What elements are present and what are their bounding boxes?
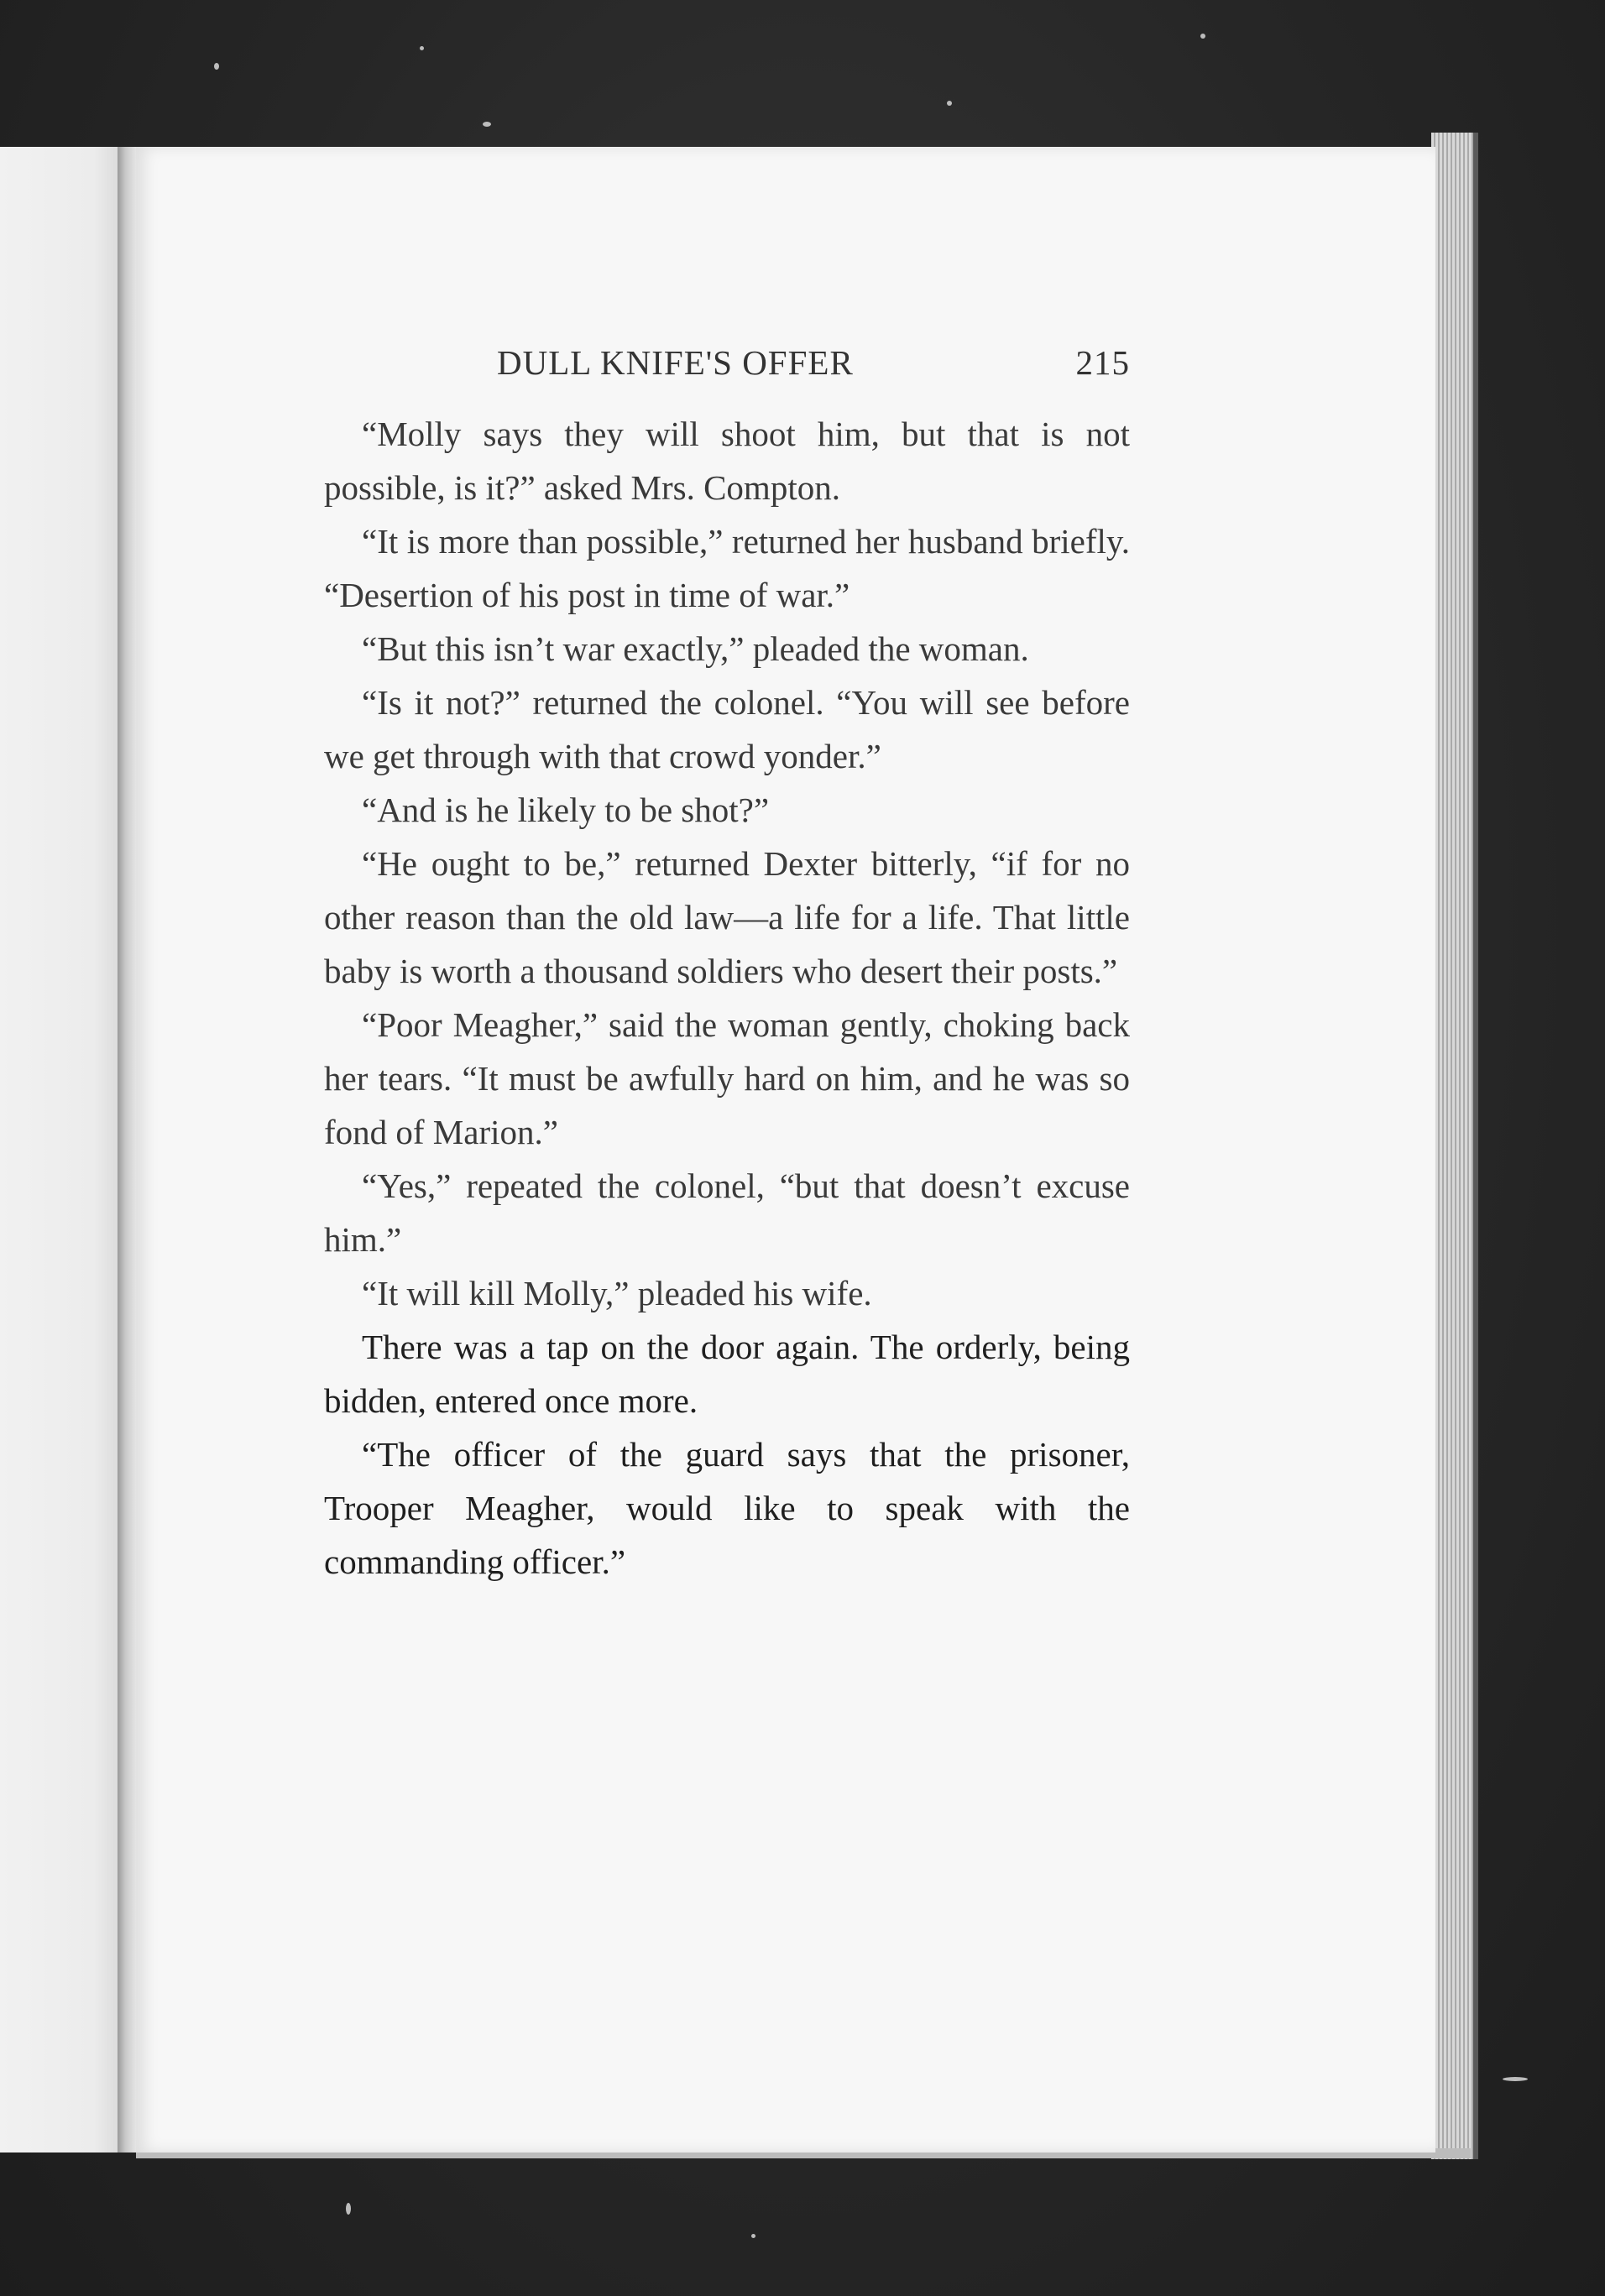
dust-speck xyxy=(214,63,219,70)
dust-speck xyxy=(1503,2077,1528,2081)
dust-speck xyxy=(346,2203,351,2215)
book-gutter xyxy=(118,147,138,2152)
paragraph: “He ought to be,” returned Dexter bitterly, “if for no other reason than the old law—a life for a life. That little baby is worth a thousand soldiers who desert their posts.” xyxy=(324,844,1130,990)
running-title: DULL KNIFE'S OFFER xyxy=(497,343,854,382)
paragraph: “Molly says they will shoot him, but that is not possible, is it?” asked Mrs. Compton. xyxy=(324,415,1130,507)
page-number: 215 xyxy=(1075,343,1130,382)
dust-speck xyxy=(483,122,491,127)
paragraph: “Yes,” repeated the colonel, “but that doesn’t excuse him.” xyxy=(324,1166,1130,1259)
paragraph: “And is he likely to be shot?” xyxy=(362,791,770,829)
paragraph: “But this isn’t war exactly,” pleaded the woman. xyxy=(362,629,1029,668)
paragraph: “It is more than possible,” returned her husband briefly. “Desertion of his post in time of war.” xyxy=(324,522,1130,614)
paragraph: There was a tap on the door again. The orderly, being bidden, entered once more. xyxy=(324,1328,1130,1420)
dust-speck xyxy=(751,2234,755,2238)
dust-speck xyxy=(1200,34,1205,39)
dust-speck xyxy=(947,101,952,106)
body-text xyxy=(324,407,1130,1589)
dust-speck xyxy=(420,46,424,50)
paragraph: “Is it not?” returned the colonel. “You will see before we get through with that crowd yonder.” xyxy=(324,683,1130,775)
facing-page-edge xyxy=(0,147,120,2152)
page-edges xyxy=(1431,133,1478,2159)
paragraph: “The officer of the guard says that the prisoner, Trooper Meagher, would like to speak with the commanding officer.” xyxy=(324,1435,1130,1581)
paragraph: “Poor Meagher,” said the woman gently, choking back her tears. “It must be awfully hard on him, and he was so fond of Marion.” xyxy=(324,1005,1130,1151)
paragraph: “It will kill Molly,” pleaded his wife. xyxy=(362,1274,872,1312)
